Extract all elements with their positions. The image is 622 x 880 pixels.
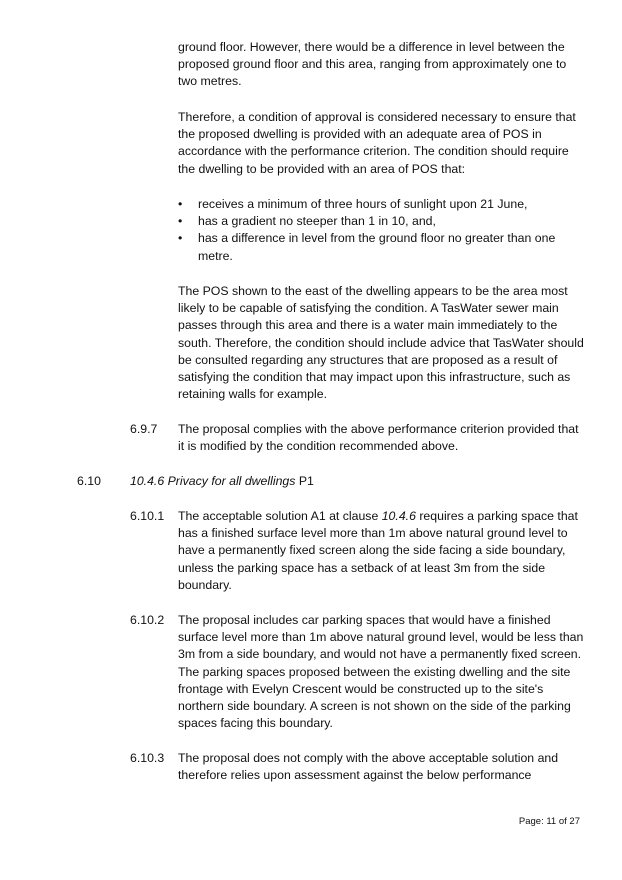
item-number-6-10-1: 6.10.1 [130, 509, 165, 523]
bullet-item: • has a gradient no steeper than 1 in 10, and, [178, 213, 588, 230]
section-number-6-10: 6.10 [77, 474, 101, 488]
paragraph-continued: ground floor. However, there would be a difference in level between the proposed ground floor and this area, ranging from approximately one to two metres. [178, 40, 567, 89]
paragraph-condition: Therefore, a condition of approval is considered necessary to ensure that the proposed dwelling is provided with an adequate area of POS in accordance with the performance criterion. The condition should require the dwelling to be provided with an area of POS that: [178, 110, 576, 176]
bullet-icon: • [178, 214, 183, 229]
item-text-6-9-7: The proposal complies with the above performance criterion provided that it is modified by the condition recommended above. [178, 422, 579, 454]
bullet-item: • has a difference in level from the ground floor no greater than one metre. [178, 231, 556, 263]
item-number-6-9-7: 6.9.7 [130, 422, 158, 436]
item-text-6-10-3: The proposal does not comply with the above acceptable solution and therefore relies upon assessment against the below performance [178, 751, 559, 783]
section-title-6-10: 10.4.6 Privacy for all dwellings P1 [130, 474, 314, 488]
condition-bullet-list [178, 196, 588, 265]
bullet-item: • receives a minimum of three hours of sunlight upon 21 June, [178, 196, 588, 213]
item-number-6-10-2: 6.10.2 [130, 613, 165, 627]
page-number: Page: 11 of 27 [518, 816, 580, 827]
item-number-6-10-3: 6.10.3 [130, 751, 165, 765]
paragraph-pos: The POS shown to the east of the dwelling appears to be the area most likely to be capable of satisfying the condition. A TasWater sewer main passes through this area and there is a water main immediately to the south. Therefore, the condition should include advice that TasWater should be consulted regarding any structures that are proposed as a result of satisfying the condition that may impact upon this infrastructure, such as retaining walls for example. [178, 284, 584, 402]
bullet-icon: • [178, 231, 183, 246]
item-text-6-10-1: The acceptable solution A1 at clause 10.4.6 requires a parking space that has a finished surface level more than 1m above natural ground level to have a permanently fixed screen along the side facing a side boundary, unless the parking space has a setback of at least 3m from the side boundary. [178, 509, 578, 592]
item-text-6-10-2: The proposal includes car parking spaces that would have a finished surface level more than 1m above natural ground level, would be less than 3m from a side boundary, and would not have a permanently fixed screen. The parking spaces proposed between the existing dwelling and the site frontage with Evelyn Crescent would be constructed up to the site's northern side boundary. A screen is not shown on the side of the parking spaces facing this boundary. [178, 613, 584, 731]
bullet-icon: • [178, 197, 183, 211]
